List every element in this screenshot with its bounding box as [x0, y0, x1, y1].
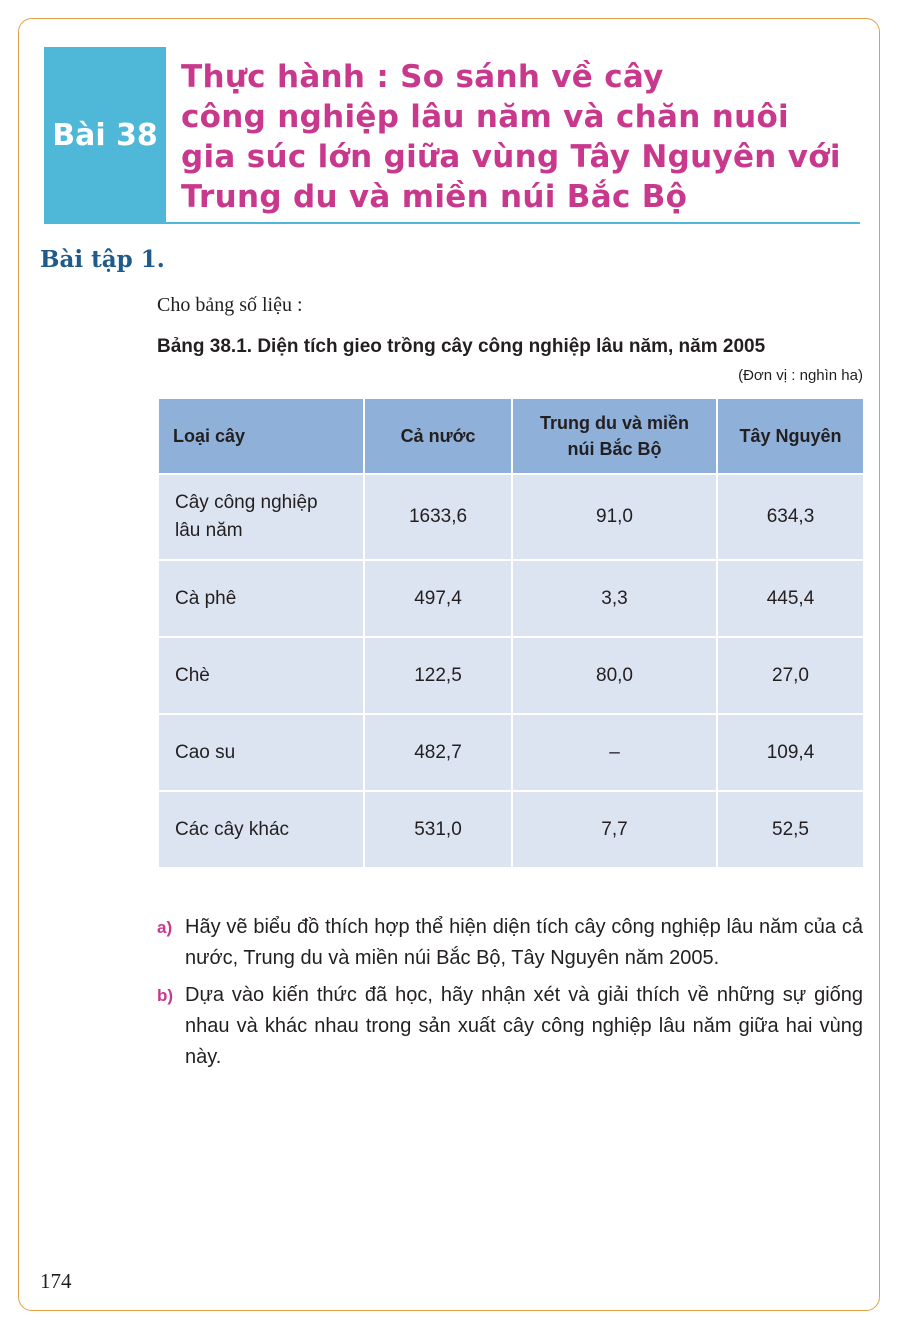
header-cell: Cả nước — [364, 398, 512, 474]
table-cell: 482,7 — [364, 714, 512, 791]
table-cell: Cây công nghiệp lâu năm — [158, 474, 364, 560]
table-cell: Chè — [158, 637, 364, 714]
question-text: Hãy vẽ biểu đồ thích hợp thể hiện diện tích cây công nghiệp lâu năm của cả nước, Trung du và miền núi Bắc Bộ, Tây Nguyên năm 2005. — [185, 916, 863, 969]
exercise-heading: Bài tập 1. — [40, 246, 165, 273]
table-cell: 109,4 — [717, 714, 864, 791]
table-header-row — [158, 398, 864, 474]
question-item — [157, 912, 863, 974]
question-item — [157, 980, 863, 1073]
table-cell: 531,0 — [364, 791, 512, 868]
table-cell: 1633,6 — [364, 474, 512, 560]
lesson-title — [181, 57, 871, 217]
table-row — [158, 474, 864, 560]
question-list — [157, 912, 863, 1079]
table-cell: – — [512, 714, 717, 791]
table-row — [158, 560, 864, 637]
header-cell: Trung du và miền núi Bắc Bộ — [512, 398, 717, 474]
lesson-badge: Bài 38 — [44, 47, 166, 223]
table-cell: 80,0 — [512, 637, 717, 714]
table-row — [158, 791, 864, 868]
table-caption: Bảng 38.1. Diện tích gieo trồng cây công nghiệp lâu năm, năm 2005 — [157, 336, 766, 357]
unit-note: (Đơn vị : nghìn ha) — [738, 367, 863, 384]
table-cell: 634,3 — [717, 474, 864, 560]
table-cell: 91,0 — [512, 474, 717, 560]
page-number: 174 — [40, 1269, 72, 1293]
title-line: gia súc lớn giữa vùng Tây Nguyên với — [181, 139, 841, 175]
header-cell: Tây Nguyên — [717, 398, 864, 474]
question-text: Dựa vào kiến thức đã học, hãy nhận xét và giải thích về những sự giống nhau và khác nhau trong sản xuất cây công nghiệp lâu năm giữa hai vùng này. — [185, 984, 863, 1068]
title-line: Trung du và miền núi Bắc Bộ — [181, 179, 688, 215]
table-cell: 3,3 — [512, 560, 717, 637]
data-table — [157, 397, 865, 869]
table-cell: Các cây khác — [158, 791, 364, 868]
table-row — [158, 637, 864, 714]
question-marker: a) — [157, 918, 173, 937]
table-cell: 445,4 — [717, 560, 864, 637]
table-cell: 497,4 — [364, 560, 512, 637]
intro-text: Cho bảng số liệu : — [157, 294, 303, 316]
table-cell: 52,5 — [717, 791, 864, 868]
question-marker: b) — [157, 986, 174, 1005]
table-row — [158, 714, 864, 791]
title-line: Thực hành : So sánh về cây — [181, 59, 664, 95]
title-divider — [44, 222, 860, 224]
title-line: công nghiệp lâu năm và chăn nuôi — [181, 99, 789, 135]
table-cell: 122,5 — [364, 637, 512, 714]
table-cell: Cà phê — [158, 560, 364, 637]
table-cell: 27,0 — [717, 637, 864, 714]
table-cell: Cao su — [158, 714, 364, 791]
header-cell: Loại cây — [158, 398, 364, 474]
table-cell: 7,7 — [512, 791, 717, 868]
